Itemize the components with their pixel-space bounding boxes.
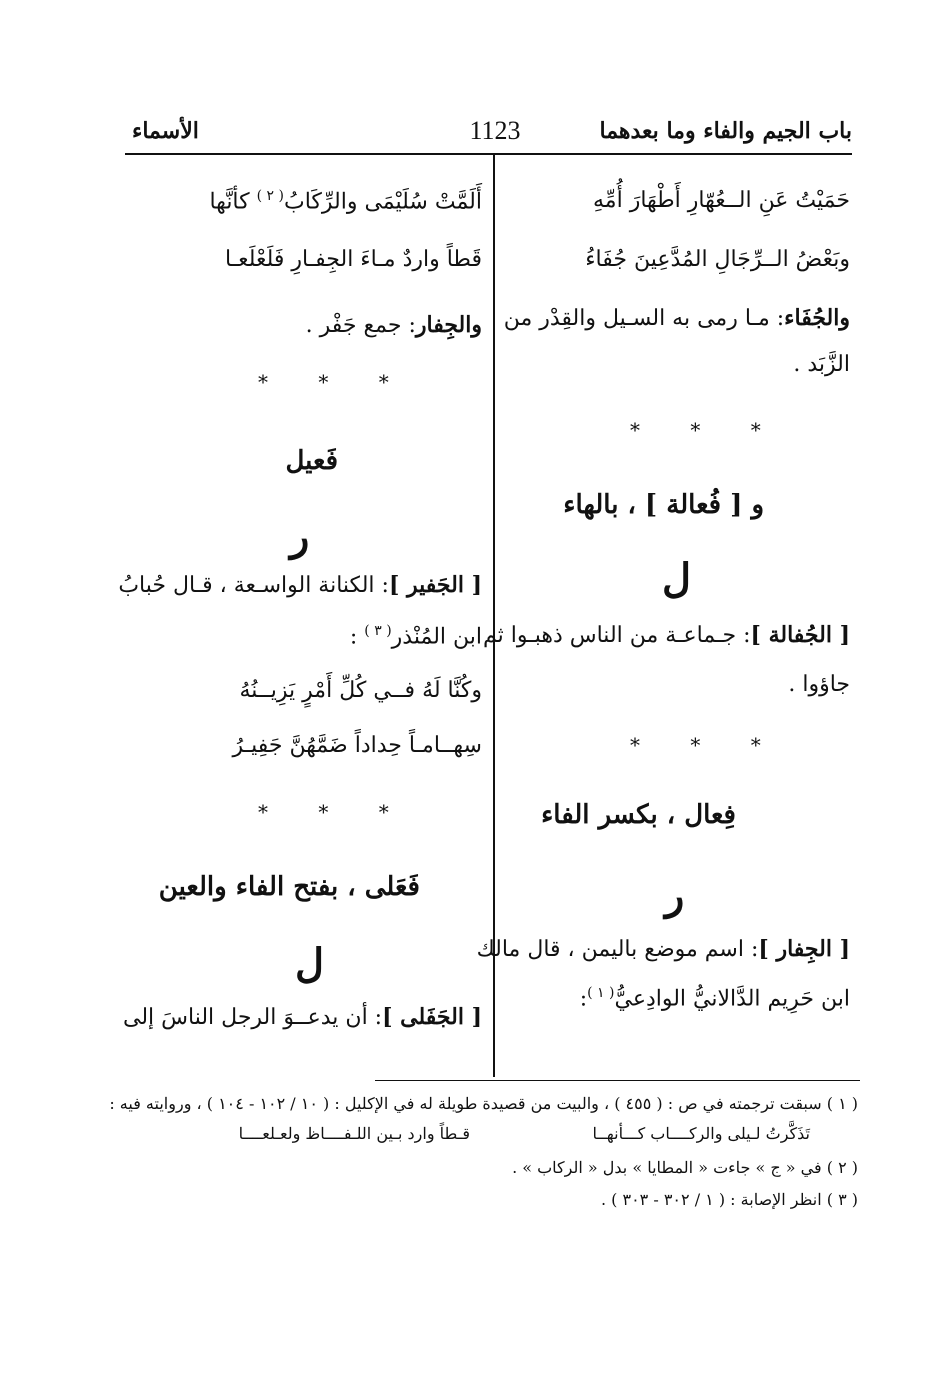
footnote-ref[interactable]: ( ٢ ) bbox=[256, 188, 284, 204]
entry-term: والجِفار bbox=[415, 312, 482, 338]
section-heading: فِعال ، بكسر الفاء bbox=[541, 800, 736, 830]
footnote-verse-a: تَذَكَّرتُ لـيلى والركــــاب كـــأنهــا bbox=[592, 1124, 810, 1143]
chapter-title: باب الجيم والفاء وما بعدهما bbox=[599, 118, 852, 144]
section-separator: * * * bbox=[258, 800, 411, 824]
section-letter: ر bbox=[290, 513, 310, 560]
footnote-ref[interactable]: ( ٣ ) bbox=[364, 623, 392, 639]
section-separator: * * * bbox=[630, 733, 783, 757]
definition-line: جاؤوا . bbox=[788, 672, 850, 697]
section-letter: ل bbox=[662, 555, 692, 602]
verse-line: قَطاً واردٌ مـاءَ الجِفـارِ فَلَعْلَعـا bbox=[224, 247, 482, 272]
footnote-1: ( ١ ) سبقت ترجمته في ص : ( ٤٥٥ ) ، والبيت من قصيدة طويلة له في الإكليل : ( ١٠ / ١٠٢ - ١٠٤ ) ، وروايته فيه : bbox=[109, 1094, 858, 1113]
definition-line bbox=[118, 572, 482, 599]
definition-text: : اسم موضع باليمن ، قال مالك bbox=[476, 937, 759, 962]
entry-term: [ الجُفالة ] bbox=[750, 622, 850, 648]
definition-line: الزَّبَد . bbox=[793, 352, 850, 377]
definition-line: ابن حَرِيم الدَّالانيُّ الوادِعيُّ$^{( ١ )}$: bbox=[579, 985, 850, 1012]
definition-line bbox=[306, 312, 482, 339]
definition-line bbox=[483, 622, 850, 649]
verse-line: وبَعْضُ الــرِّجَالِ المُدَّعِينَ جُفَاءُ bbox=[585, 247, 850, 272]
footnote-2: ( ٢ ) في « ج » جاءت « المطايا » بدل « الركاب » . bbox=[512, 1158, 858, 1177]
verse-line: سِهــامـاً حِداداً ضَمَّهُنَّ جَفِيـرُ bbox=[232, 733, 482, 758]
footnote-ref[interactable]: ( ١ ) bbox=[587, 985, 615, 1001]
section-letter: ر bbox=[665, 872, 685, 919]
footnote-3: ( ٣ ) انظر الإصابة : ( ١ / ٣٠٢ - ٣٠٣ ) . bbox=[600, 1190, 858, 1209]
footnote-verse-b: قـطاً وارد بـين اللـفــــاظ ولعـلعــــا bbox=[238, 1124, 470, 1143]
entry-term: والجُفَاء bbox=[784, 305, 850, 331]
definition-line bbox=[504, 305, 850, 332]
definition-line: ابن المُنْذر$^{( ٣ )}$ : bbox=[349, 623, 482, 650]
entry-term: [ الجِفار ] bbox=[758, 936, 850, 962]
section-separator: * * * bbox=[630, 418, 783, 442]
section-heading: فَعَلى ، بفتح الفاء والعين bbox=[158, 872, 420, 902]
definition-line bbox=[477, 936, 850, 963]
page-number: 1123 bbox=[469, 116, 521, 145]
definition-text: : جمع جَفْر . bbox=[305, 313, 416, 338]
verse-line: أَلَمَّتْ سُلَيْمَى والرِّكَابُ$^{( ٢ )}$ كأنَّها bbox=[209, 188, 482, 215]
verse-line: وكُنَّا لَهُ فــي كُلِّ أَمْرٍ يَزِيــنُهُ bbox=[239, 678, 482, 703]
section-separator: * * * bbox=[258, 370, 411, 394]
definition-text: : جـماعـة من الناس ذهبـوا ثم bbox=[483, 623, 751, 648]
definition-text: : مـا رمى به السـيل والقِدْر من bbox=[503, 306, 785, 331]
definition-text: : الكنانة الواسـعة ، قـال حُبابُ bbox=[118, 573, 389, 598]
section-heading: فَعيل bbox=[285, 446, 338, 476]
entry-term: [ الجَفَلى ] bbox=[382, 1004, 482, 1030]
entry-term: [ الجَفير ] bbox=[388, 572, 482, 598]
footnote-rule bbox=[375, 1080, 860, 1081]
section-title: الأسماء bbox=[132, 118, 199, 144]
section-heading: و [ فُعالة ] ، بالهاء bbox=[563, 490, 764, 520]
section-letter: ل bbox=[295, 940, 325, 987]
header-rule bbox=[125, 153, 852, 155]
verse-line: حَمَيْتُ عَنِ الــعُهّارِ أَطْهَارَ أُمِّهِ bbox=[593, 188, 850, 213]
definition-text: : أن يدعــوَ الرجل الناسَ إلى bbox=[123, 1005, 383, 1030]
definition-line bbox=[123, 1004, 482, 1031]
